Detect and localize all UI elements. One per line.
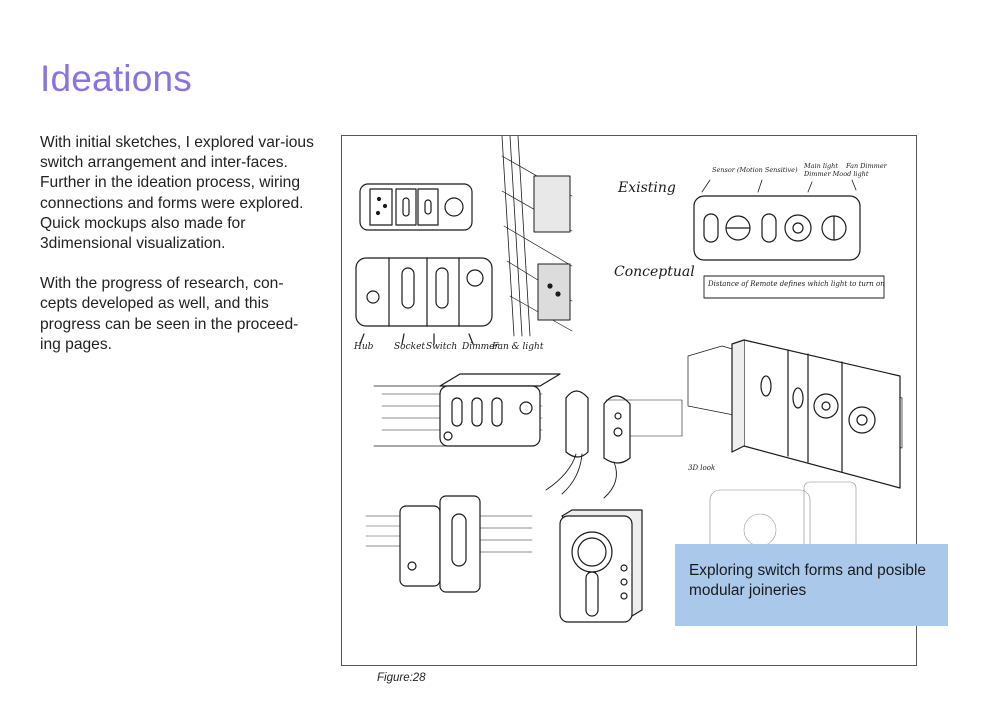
- annotation-fan-dimmer: Fan Dimmer: [846, 162, 887, 170]
- label-conceptual: Conceptual: [614, 264, 695, 280]
- label-dimmer: Dimmer: [462, 342, 499, 352]
- label-existing: Existing: [618, 180, 676, 196]
- label-fan-light: Fan & light: [492, 342, 544, 352]
- annotation-sensor: Sensor (Motion Sensitive): [712, 166, 798, 174]
- paragraph-1: With initial sketches, I explored var-ious switch arrangement and inter-faces. Further in the ideation process, wiring connections and forms were explored. Quick mockups also made for 3dimensional visualization.: [40, 134, 314, 253]
- sketch-large-plate: [744, 340, 900, 488]
- annotation-dimmer: Dimmer Mood light: [804, 170, 869, 178]
- page-title: Ideations: [40, 58, 192, 99]
- annotation-corner: 3D look: [688, 464, 716, 472]
- annotation-note: Distance of Remote defines which light to turn on: [708, 280, 885, 288]
- body-text: [40, 133, 318, 375]
- sketch-perspective-module: [440, 386, 540, 446]
- annotation-main-light: Main light: [804, 162, 838, 170]
- sketch-joinery-a: [400, 506, 440, 586]
- sketch-joinery-b: [440, 496, 480, 592]
- sketch-conceptual-plate: [694, 196, 860, 260]
- label-hub: Hub: [354, 342, 374, 352]
- figure-caption: Exploring switch forms and posible modular joineries: [675, 544, 948, 626]
- figure-label: Figure:28: [377, 672, 426, 684]
- label-socket: Socket: [394, 342, 426, 352]
- paragraph-2: With the progress of research, con-cepts developed as well, and this progress can be seen in the proceed-ing pages.: [40, 275, 299, 353]
- label-switch: Switch: [426, 342, 458, 352]
